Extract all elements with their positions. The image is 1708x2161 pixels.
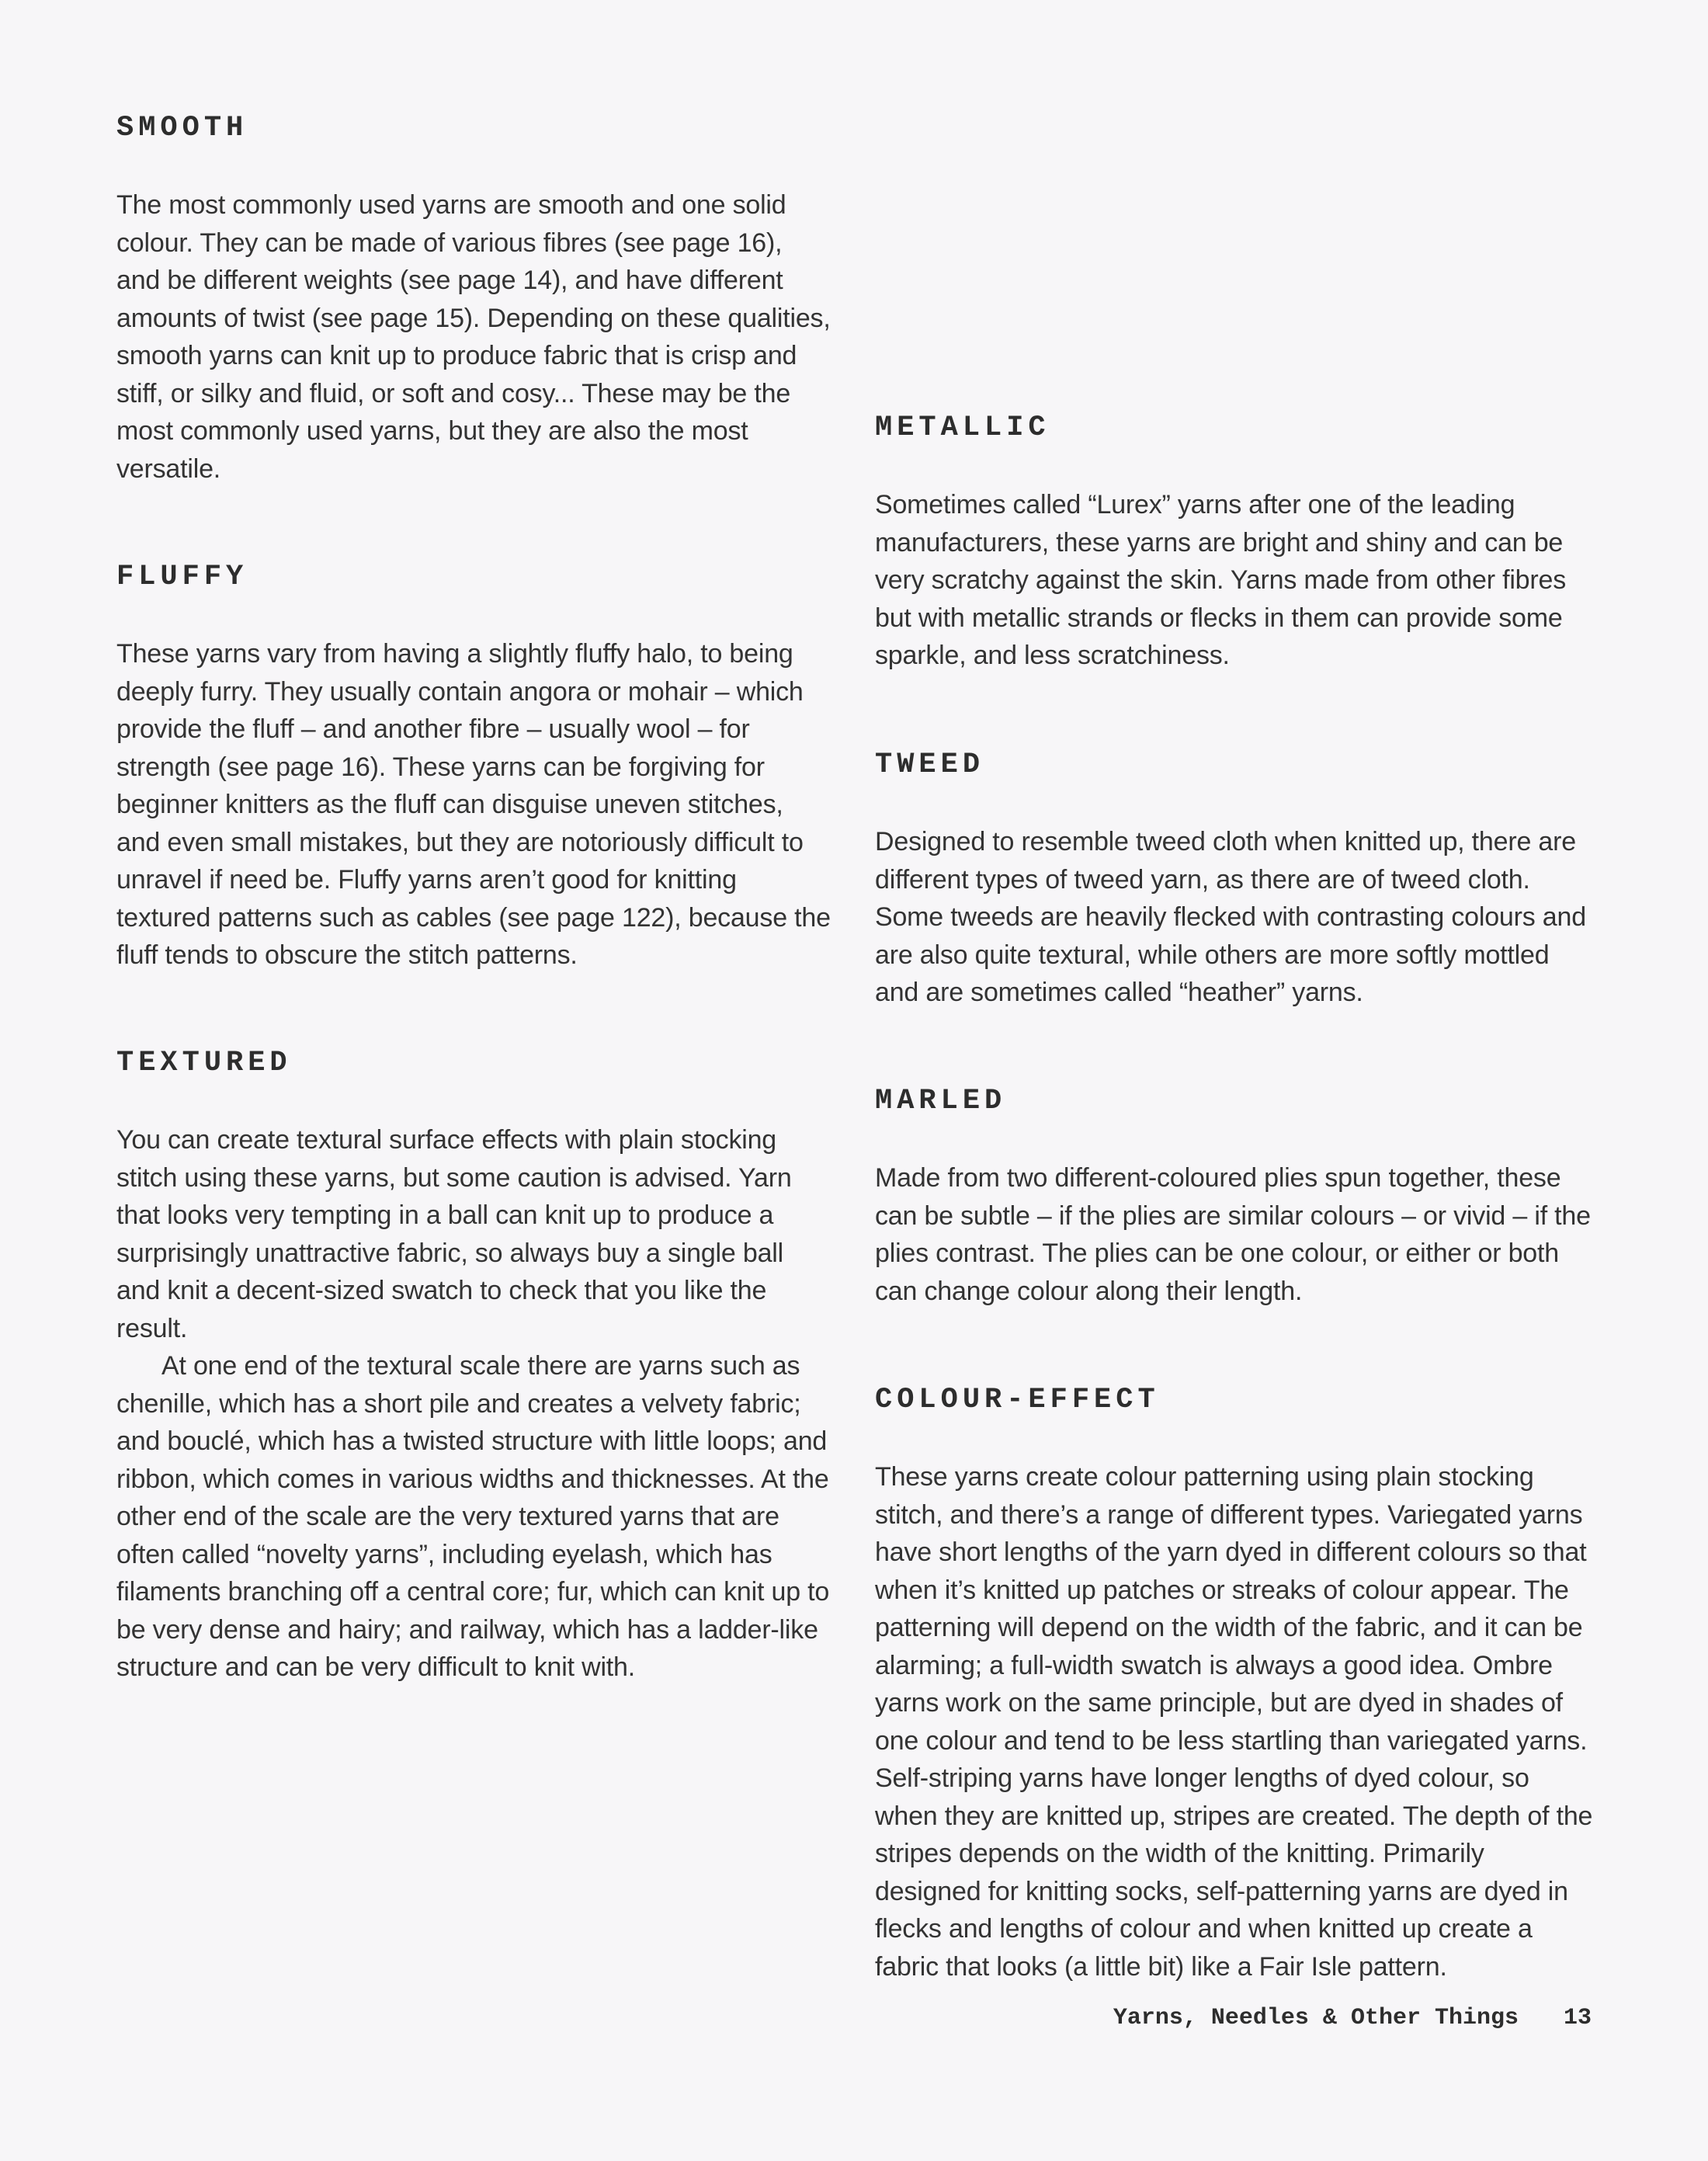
page-number: 13 <box>1563 2005 1592 2031</box>
section-metallic <box>875 414 1597 675</box>
section-textured <box>116 1049 831 1687</box>
section-paragraph: The most commonly used yarns are smooth and one solid colour. They can be made of various fibres (see page 16), and be different weights (see page 14), and have different amounts of twist (see page 15). Depending on these qualities, smooth yarns can knit up to produce fabric that is crisp and stiff, or silky and fluid, or soft and cosy... These may be the most commonly used yarns, but they are also the most versatile. <box>116 190 831 484</box>
section-fluffy <box>116 563 831 975</box>
section-heading: SMOOTH <box>116 112 248 144</box>
section-paragraph: Sometimes called “Lurex” yarns after one of the leading manufacturers, these yarns are bright and shiny and can be very scratchy against the skin. Yarns made from other fibres but with metallic strands or flecks in them can provide some sparkle, and less scratchiness. <box>875 490 1567 670</box>
section-smooth <box>116 114 831 488</box>
section-marled <box>875 1087 1597 1310</box>
section-paragraph: These yarns vary from having a slightly fluffy halo, to being deeply furry. They usually contain angora or mohair – which provide the fluff – and another fibre – usually wool – for strength (see page 16). These yarns can be forgiving for beginner knitters as the fluff can disguise uneven stitches, and even small mistakes, but they are notoriously difficult to unravel if need be. Fluffy yarns aren’t good for knitting textured patterns such as cables (see page 122), because the fluff tends to obscure the stitch patterns. <box>116 639 831 970</box>
section-paragraph: Made from two different-coloured plies spun together, these can be subtle – if the plies are similar colours – or vivid – if the plies contrast. The plies can be one colour, or either or both can change colour along their length. <box>875 1163 1591 1306</box>
section-heading: TWEED <box>875 749 985 781</box>
section-paragraph: At one end of the textural scale there are yarns such as chenille, which has a short pile and creates a velvety fabric; and bouclé, which has a twisted structure with little loops; and ribbon, which comes in various widths and thicknesses. At the other end of the scale are the very textured yarns that are often called “novelty yarns”, including eyelash, which has filaments branching off a central core; fur, which can knit up to be very dense and hairy; and railway, which has a ladder-like structure and can be very difficult to knit with. <box>116 1351 830 1682</box>
section-paragraph: You can create textural surface effects with plain stocking stitch using these yarns, but some caution is advised. Yarn that looks very tempting in a ball can knit up to produce a surprisingly unattractive fabric, so always buy a single ball and knit a decent-sized swatch to check that you like the result. <box>116 1125 792 1343</box>
section-heading: MARLED <box>875 1085 1007 1117</box>
section-paragraph: These yarns create colour patterning using plain stocking stitch, and there’s a range of different types. Variegated yarns have short lengths of the yarn dyed in different colours so that when it’s knitted up patches or streaks of colour appear. The patterning will depend on the width of the fabric, and it can be alarming; a full-width swatch is always a good idea. Ombre yarns work on the same principle, but are dyed in shades of one colour and tend to be less startling than variegated yarns. Self-striping yarns have longer lengths of dyed colour, so when they are knitted up, stripes are created. The depth of the stripes depends on the width of the knitting. Primarily designed for knitting socks, self-patterning yarns are dyed in flecks and lengths of colour and when knitted up create a fabric that looks (a little bit) like a Fair Isle pattern. <box>875 1462 1593 1982</box>
section-heading: METALLIC <box>875 412 1050 444</box>
section-colour-effect <box>875 1386 1597 1986</box>
section-heading: FLUFFY <box>116 561 248 593</box>
section-heading: TEXTURED <box>116 1047 292 1079</box>
section-heading: COLOUR-EFFECT <box>875 1384 1160 1416</box>
page-footer <box>1113 2005 1592 2031</box>
section-paragraph: Designed to resemble tweed cloth when knitted up, there are different types of tweed yarn, as there are of tweed cloth. Some tweeds are heavily flecked with contrasting colours and are also quite textural, while others are more softly mottled and are sometimes called “heather” yarns. <box>875 827 1586 1007</box>
section-tweed <box>875 751 1597 1012</box>
running-title: Yarns, Needles & Other Things <box>1113 2005 1519 2031</box>
